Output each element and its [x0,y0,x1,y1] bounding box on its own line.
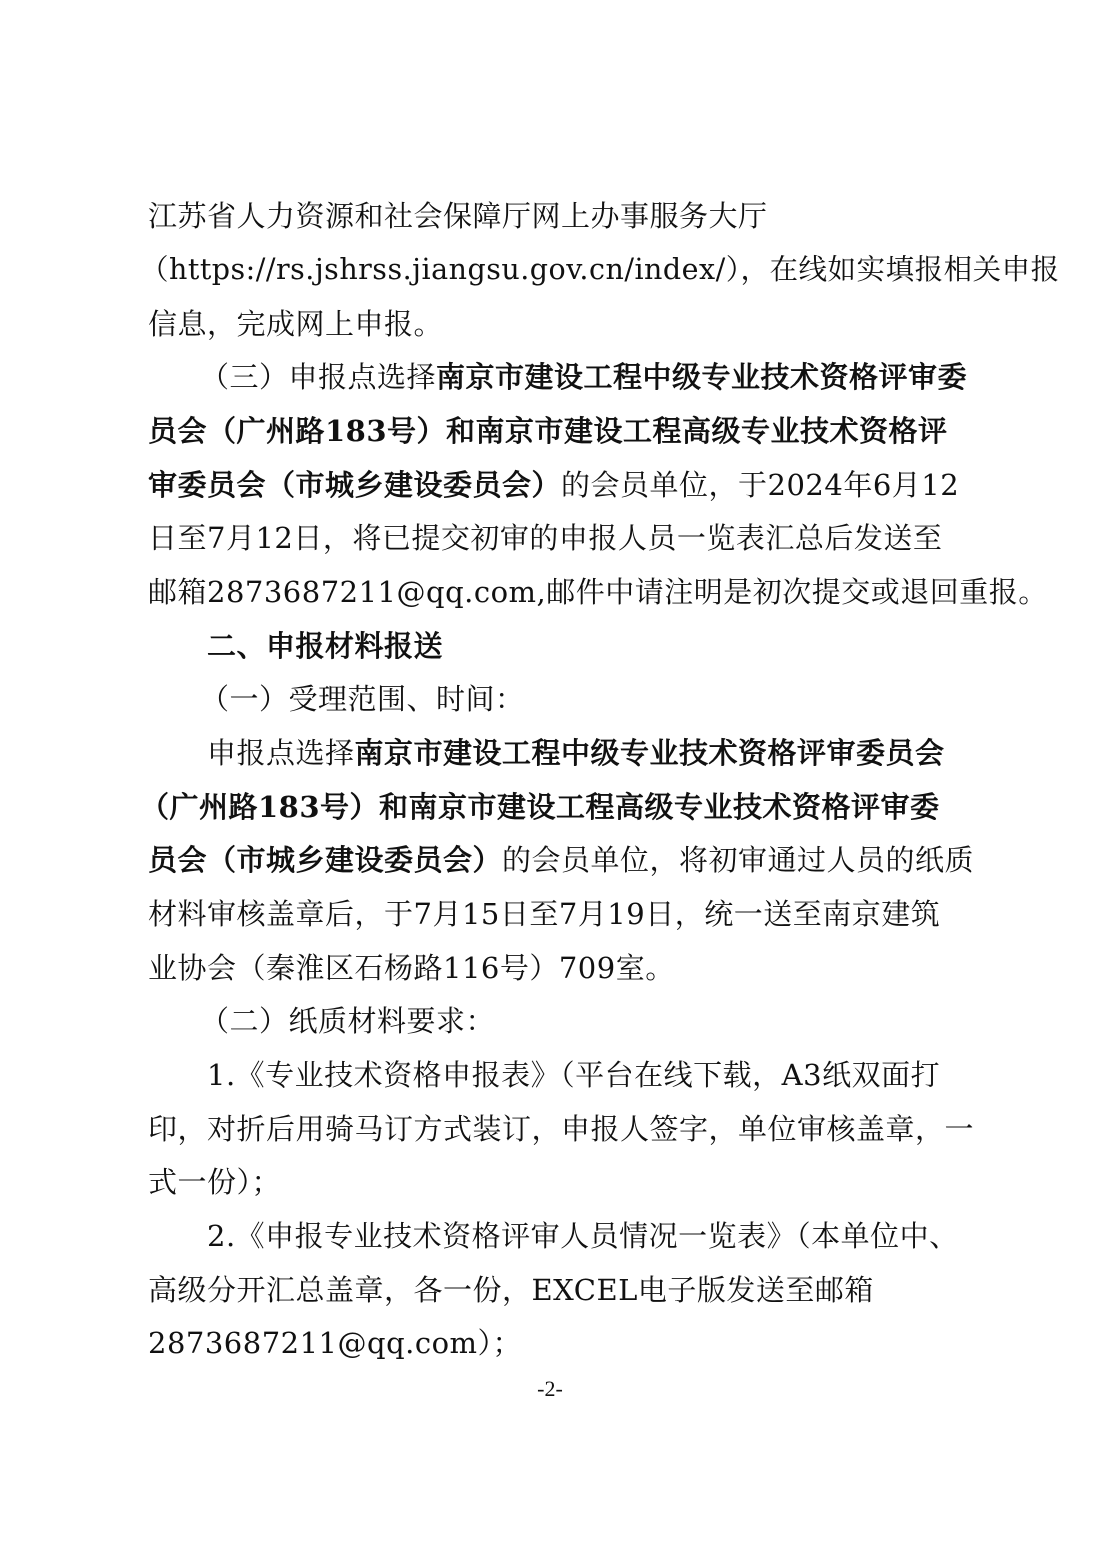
emphasis-text: 员会（广州路183号）和南京市建设工程高级专业技术资格评 [148,414,948,448]
text-line-4 [200,357,967,397]
text: 印，对折后用骑马订方式装订，申报人签字，单位审核盖章，一 [148,1112,975,1146]
text: 信息，完成网上申报。 [148,307,444,341]
text: 江苏省人力资源和社会保障厅网上办事服务大厅 [148,199,768,233]
text: 的会员单位，将初审通过人员的纸质 [502,843,975,877]
text-line-11 [207,733,945,773]
list-item-2 [207,1216,959,1256]
text: 2873687211@qq.com）； [148,1326,523,1360]
emphasis-text: 南京市建设工程中级专业技术资格评审委 [436,360,968,394]
text-line-7 [148,518,942,558]
page-number: -2- [537,1376,563,1401]
text: 的会员单位，于2024年6月12 [561,468,960,502]
text: 材料审核盖章后，于7月15日至7月19日，统一送至南京建筑 [148,897,941,931]
text-line-6 [148,465,959,505]
text: （https://rs.jshrss.jiangsu.gov.cn/index/），在线如实填报相关申报 [140,253,1060,286]
text: 1.《专业技术资格申报表》（平台在线下载，A3纸双面打 [207,1058,941,1092]
text: （三）申报点选择 [200,360,437,394]
text: （一）受理范围、时间： [200,682,525,716]
text-line-14 [148,894,940,934]
list-item-1 [207,1055,940,1095]
text: 式一份）； [148,1165,282,1199]
text: 2.《申报专业技术资格评审人员情况一览表》（本单位中、 [207,1219,959,1253]
text: 高级分开汇总盖章，各一份，EXCEL电子版发送至邮箱 [148,1273,874,1307]
text-line-19 [148,1162,281,1202]
text: 日至7月12日，将已提交初审的申报人员一览表汇总后发送至 [148,521,943,555]
text-line-22 [148,1323,522,1363]
text-line-18 [148,1109,974,1149]
emphasis-text: （广州路183号）和南京市建设工程高级专业技术资格评审委 [140,790,940,824]
heading-text: 二、申报材料报送 [207,629,444,663]
text-line-15 [148,948,675,988]
text-line-1 [148,196,768,236]
text-line-8 [148,572,1048,612]
section-heading [207,626,443,666]
emphasis-text: 审委员会（市城乡建设委员会） [148,468,562,502]
text-line-12 [140,787,940,827]
subsection-heading-1 [200,679,525,719]
text: 申报点选择 [207,736,355,770]
text: （二）纸质材料要求： [200,1004,496,1038]
text-line-5 [148,411,948,451]
text-line-21 [148,1270,874,1310]
emphasis-text: 南京市建设工程中级专业技术资格评审委员会 [354,736,945,770]
text-line-3 [148,304,443,344]
text: 邮箱2873687211@qq.com,邮件中请注明是初次提交或退回重报。 [148,575,1048,609]
emphasis-text: 员会（市城乡建设委员会） [148,843,503,877]
text: 业协会（秦淮区石杨路116号）709室。 [148,951,675,985]
text-line-13 [148,840,974,880]
subsection-heading-2 [200,1001,495,1041]
text-line-2 [140,250,1060,290]
